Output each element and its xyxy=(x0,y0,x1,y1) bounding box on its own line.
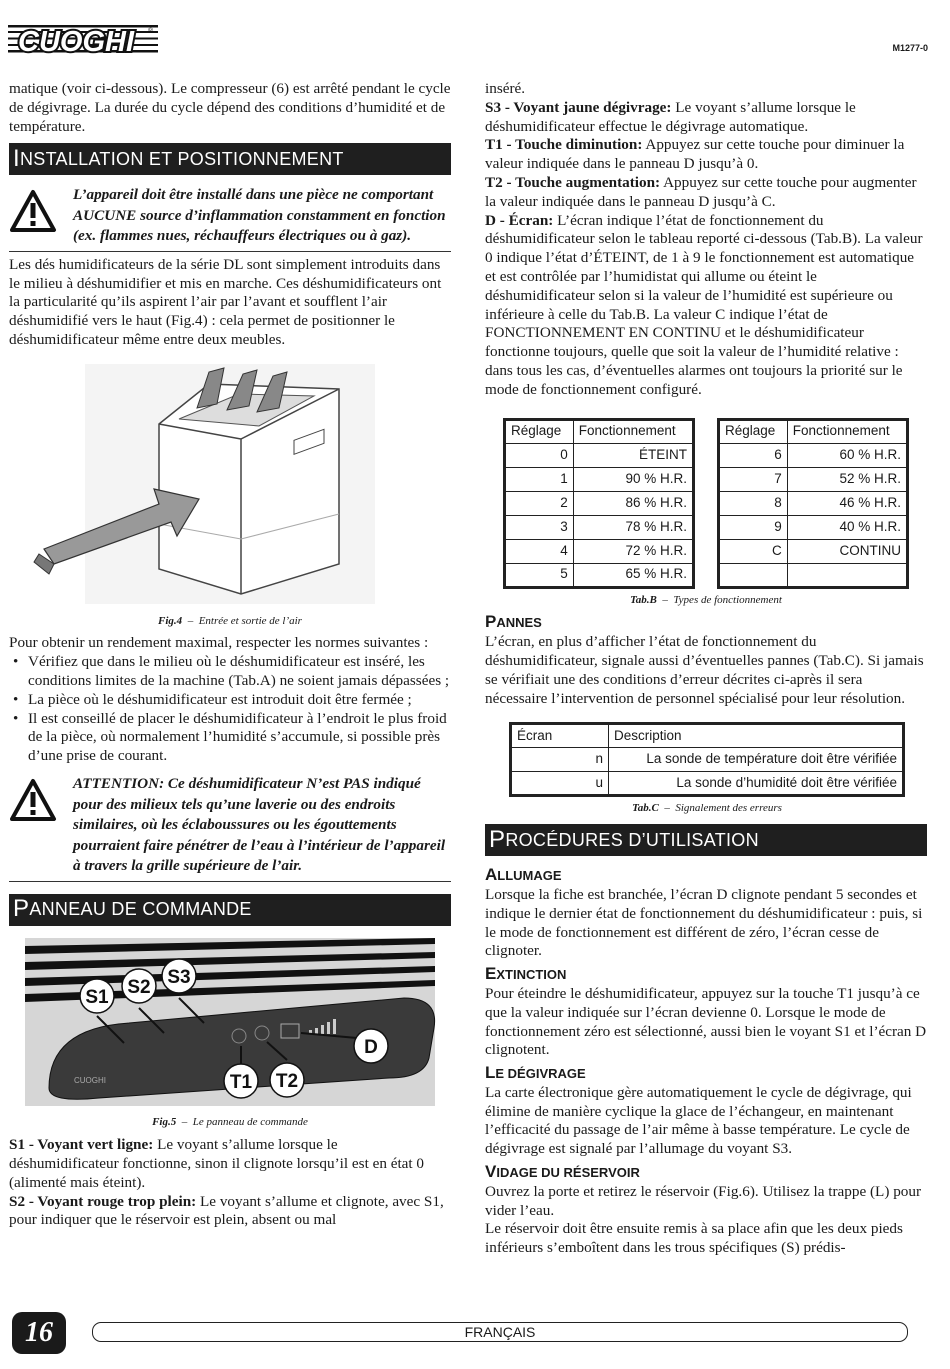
vidage-paragraph-2: Le réservoir doit être ensuite remis à sa place afin que les deux pieds inférieurs s’emboîtent dans les trous spécifiques (S) prédis- xyxy=(485,1220,903,1257)
table-row: 9 40 % H.R. xyxy=(719,515,908,539)
right-column xyxy=(485,80,927,1258)
figure-4 xyxy=(9,364,451,631)
table-row: n La sonde de température doit être vérifiée xyxy=(511,748,904,772)
pannes-heading: PANNES xyxy=(485,612,542,632)
section-panel-title: P ANNEAU DE COMMANDE xyxy=(9,894,451,926)
norms-intro: Pour obtenir un rendement maximal, respecter les normes suivantes : xyxy=(9,634,429,652)
table-row: 6 60 % H.R. xyxy=(719,443,908,467)
label-d: D xyxy=(364,1036,378,1058)
table-b-left: Réglage Fonctionnement 0 ÉTEINT 1 90 % H.R. 2 86 % H.R. 3 78 % H.R. 4 72 % H.R. 5 65 % H.R. xyxy=(503,418,695,589)
dehumidifier-airflow-illustration xyxy=(9,364,451,604)
degivrage-heading: LE DÉGIVRAGE xyxy=(485,1063,586,1083)
table-b-right: Réglage Fonctionnement 6 60 % H.R. 7 52 % H.R. 8 46 % H.R. 9 40 % H.R. C CONTINU xyxy=(717,418,909,589)
table-row: 3 78 % H.R. xyxy=(505,515,694,539)
degivrage-paragraph: La carte électronique gère automatiquement le cycle de dégivrage, qui élimine de manière cyclique la glace de l’échangeur, en maintenant l’efficacité du passage de l’air même à basse température. Le cycle de dégivrage est signalé par l’allumage du voyant S3. xyxy=(485,1083,912,1158)
figure-4-caption: Fig.4 – Entrée et sortie de l’air xyxy=(158,614,302,627)
label-s2: S2 xyxy=(127,976,151,998)
s2-description: S2 - Voyant rouge trop plein: Le voyant s’allume et clignote, avec S1, pour indiquer que le réservoir est plein, absent ou mal xyxy=(9,1192,444,1229)
norms-list xyxy=(9,653,451,766)
figure-5-caption: Fig.5 – Le panneau de commande xyxy=(152,1116,308,1129)
table-c: Écran Description n La sonde de température doit être vérifiée u La sonde d’humidité doit être vérifiée xyxy=(509,722,905,797)
table-row: 8 46 % H.R. xyxy=(719,491,908,515)
extinction-paragraph: Pour éteindre le déshumidificateur, appuyez sur la touche T1 jusqu’à ce que la valeur indiquée sur l’écran devienne 0. Lorsque le mode de fonctionnement zéro est sélectionné, aussi bien le voyant S1 et l’écran D clignotent. xyxy=(485,984,927,1059)
table-b xyxy=(503,418,927,589)
table-row: u La sonde d’humidité doit être vérifiée xyxy=(511,772,904,796)
figure-5 xyxy=(9,938,451,1133)
allumage-heading: ALLUMAGE xyxy=(485,865,562,885)
table-row: C CONTINU xyxy=(719,539,908,563)
vidage-paragraph-1: Ouvrez la porte et retirez le réservoir (Fig.6). Utilisez la trappe (L) pour vider l’eau. xyxy=(485,1182,922,1219)
page-number: 16 xyxy=(12,1312,66,1354)
warning-triangle-icon xyxy=(9,778,57,822)
left-column xyxy=(9,80,451,1230)
vidage-heading: VIDAGE DU RÉSERVOIR xyxy=(485,1162,640,1182)
table-b-caption: Tab.B – Types de fonctionnement xyxy=(630,593,782,606)
list-item: • La pièce où le déshumidificateur est introduit doit être fermée ; xyxy=(9,691,451,710)
t1-description: T1 - Touche diminution: Appuyez sur cette touche pour diminuer la valeur indiquée dans le panneau D jusqu’à 0. xyxy=(485,136,905,173)
label-s1: S1 xyxy=(85,986,109,1008)
t2-description: T2 - Touche augmentation: Appuyez sur cette touche pour augmenter la valeur indiquée dans le panneau D jusqu’à C. xyxy=(485,173,917,210)
label-s3: S3 xyxy=(167,966,191,988)
s2-continuation: inséré. xyxy=(485,80,526,97)
warning-laundry xyxy=(9,774,451,882)
svg-text:CUOGHI: CUOGHI xyxy=(18,26,134,56)
installation-paragraph: Les dés humidificateurs de la série DL sont simplement introduits dans le milieu à déshumidifier et mis en marche. Ces déshumidificateurs ont la particularité qu’ils aspirent l’air par l’avant et soufflent l’air déshumidifié vers le haut (Fig.4) : cela permet de positionner le déshumidificateur même entre deux meubles. xyxy=(9,255,442,349)
extinction-heading: EXTINCTION xyxy=(485,964,567,984)
cuoghi-logo xyxy=(8,22,158,56)
table-row: 5 65 % H.R. xyxy=(505,563,694,587)
warning-triangle-icon xyxy=(9,189,57,233)
table-row: 2 86 % H.R. xyxy=(505,491,694,515)
table-row: 7 52 % H.R. xyxy=(719,467,908,491)
table-c-caption: Tab.C – Signalement des erreurs xyxy=(632,802,782,815)
pannes-paragraph: L’écran, en plus d’afficher l’état de fonctionnement du déshumidificateur, signale aussi d’éventuelles pannes (Tab.C). Si jamais se vérifiait une des conditions d’erreur décrites ci-après il sera nécessaire l’intervention de personnel spécialisé pour leur résolution. xyxy=(485,633,924,707)
table-row: 0 ÉTEINT xyxy=(505,443,694,467)
s1-description: S1 - Voyant vert ligne: Le voyant s’allume lorsque le déshumidificateur fonctionne, sinon il clignote lorsqu’il est en état 0 (alimenté mais éteint). xyxy=(9,1136,425,1191)
d-description: D - Écran: L’écran indique l’état de fonctionnement du déshumidificateur selon le tableau reporté ci-dessous (Tab.B). La valeur 0 indique l’état d’ÉTEINT, de 1 à 9 le fonctionnement est automatique et est contrôlée par l’humidistat qui allume ou éteint le déshumidificateur selon si la valeur de l’humidité est supérieure ou inférieure à celle du Tab.B. La valeur C indique l’état de FONCTIONNEMENT EN CONTINU et le déshumidificateur fonctionne toujours, quelle que soit la valeur de l’humidité relative : dans tous les cas, d’éventuelles alarmes ont toujours la priorité sur le mode de fonctionnement configuré. xyxy=(485,211,923,398)
table-row: 1 90 % H.R. xyxy=(505,467,694,491)
section-procedures-title: P ROCÉDURES D’UTILISATION xyxy=(485,824,927,856)
control-panel-illustration xyxy=(9,938,451,1106)
intro-paragraph: matique (voir ci-dessous). Le compresseur (6) est arrêté pendant le cycle de dégivrage. La durée du cycle dépend des conditions d’humidité et de température. xyxy=(9,80,451,135)
label-t2: T2 xyxy=(275,1070,299,1092)
allumage-paragraph: Lorsque la fiche est branchée, l’écran D clignote pendant 5 secondes et indique le dernier état de fonctionnement du déshumidificateur : puis, si le mode de fonctionnement est différent de zéro, l’écran cesse de clignoter. xyxy=(485,885,923,960)
document-code: M1277-0 xyxy=(892,43,928,53)
table-row: 4 72 % H.R. xyxy=(505,539,694,563)
svg-text:®: ® xyxy=(148,28,154,35)
panel-brand-text: CUOGHI xyxy=(74,1075,106,1085)
warning-laundry-text: ATTENTION: Ce déshumidificateur N’est PAS indiqué pour des milieux tels qu’une laverie ou des endroits similaires, où les éclaboussures ou les égouttements pourraient faire pénétrer de l’eau à l’intérieur de l’appareil à travers la grille supérieure de l’air. xyxy=(73,775,446,875)
list-item: • Il est conseillé de placer le déshumidificateur à l’endroit le plus froid de la pièce, où normalement l’humidité s’accumule, si possible près d’une prise de courant. xyxy=(9,710,451,766)
warning-ignition xyxy=(9,185,451,252)
warning-ignition-text: L’appareil doit être installé dans une pièce ne comportant AUCUNE source d’inflammation constamment en fonction (ex. flammes nues, réchauffeurs électriques ou à gaz). xyxy=(73,186,446,245)
list-item: • Vérifiez que dans le milieu où le déshumidificateur est inséré, les conditions limites de la machine (Tab.A) ne soient jamais dépassées ; xyxy=(9,653,451,691)
label-t1: T1 xyxy=(229,1071,253,1093)
table-row xyxy=(719,563,908,587)
footer-language: FRANÇAIS xyxy=(92,1322,908,1342)
s3-description: S3 - Voyant jaune dégivrage: Le voyant s’allume lorsque le déshumidificateur effectue le dégivrage automatique. xyxy=(485,98,856,135)
section-installation-title: I NSTALLATION ET POSITIONNEMENT xyxy=(9,143,451,175)
